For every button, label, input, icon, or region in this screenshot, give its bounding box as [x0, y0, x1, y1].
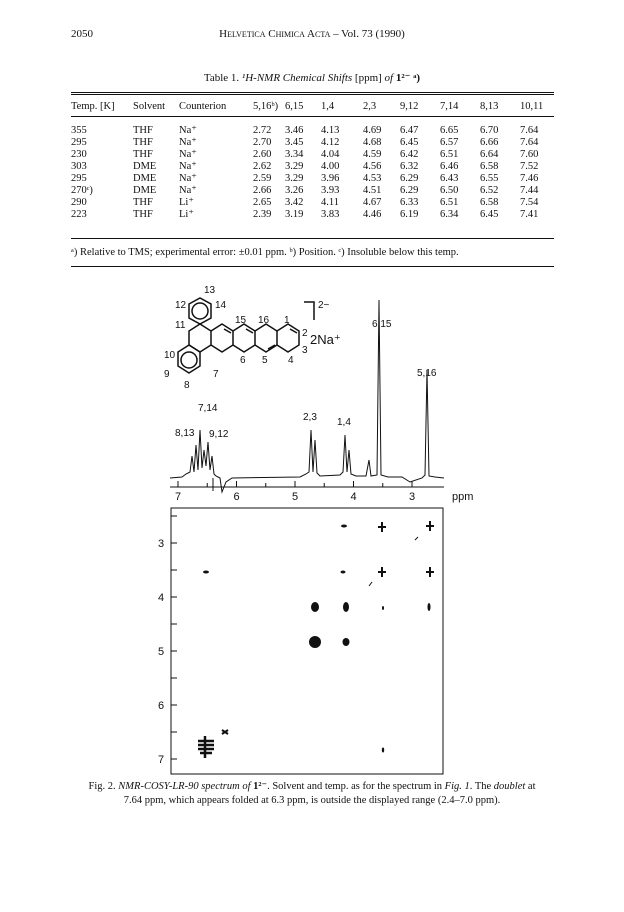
cross-peak [309, 636, 321, 648]
table-cell: 4.00 [321, 161, 340, 172]
y-axis-tick-label: 4 [158, 592, 165, 604]
table-cell: 6.51 [440, 149, 459, 160]
table-caption-unit: [ppm] [352, 72, 385, 84]
table-cell: 6.45 [400, 137, 419, 148]
column-header: 1,4 [321, 100, 335, 112]
journal-volume: – Vol. 73 (1990) [330, 28, 405, 40]
x-axis-tick-label: 6 [233, 491, 240, 503]
peak-label-9-12: 9,12 [209, 429, 229, 440]
table-caption-prefix: Table 1. [203, 72, 242, 84]
table-cell: Li⁺ [179, 209, 194, 220]
peak-label-8-13: 8,13 [175, 428, 195, 439]
table-cell: 3.42 [285, 197, 304, 208]
table-cell: 3.83 [321, 209, 340, 220]
table-cell: 4.13 [321, 125, 340, 136]
table-cell: THF [133, 137, 153, 148]
fig-caption-text-a: . Solvent and temp. as for the spectrum in [267, 781, 445, 792]
cross-peak [378, 522, 386, 532]
atom-label-8: 8 [184, 380, 190, 391]
journal-name: Helvetica Chimica Acta [219, 28, 331, 40]
table-cell: 3.93 [321, 185, 340, 196]
table-cell: 4.53 [363, 173, 382, 184]
cross-peak [198, 736, 214, 758]
table-row [71, 116, 554, 137]
cross-peak [426, 521, 434, 531]
table-caption-title: ¹H-NMR Chemical Shifts [241, 72, 353, 84]
table-cell: 2.65 [253, 197, 272, 208]
x-axis-tick-label: 4 [350, 491, 357, 503]
table-cell: 6.34 [440, 209, 459, 220]
table-cell: THF [133, 125, 153, 136]
column-header: 10,11 [520, 100, 544, 112]
molecule-atom-labels [164, 285, 341, 391]
table-cell: 270ᶜ) [71, 185, 93, 196]
table-cell: 2.59 [253, 173, 272, 184]
table-cell: 7.52 [520, 161, 539, 172]
cross-peak [415, 537, 418, 540]
table-cell: 4.59 [363, 149, 382, 160]
cross-peak [343, 602, 349, 612]
table-cell: DME [133, 185, 157, 196]
table-cell: 6.66 [480, 137, 499, 148]
y-axis [158, 516, 177, 766]
table-cell: 4.56 [363, 161, 382, 172]
table-cell: 4.68 [363, 137, 382, 148]
fig-caption-figref: Fig. 1 [444, 781, 470, 792]
x-axis [170, 481, 444, 503]
table-caption-of: of [384, 72, 396, 84]
cross-peak [341, 525, 347, 528]
footnote-rule [71, 266, 554, 267]
table-cell: 6.42 [400, 149, 419, 160]
table-cell: 3.26 [285, 185, 304, 196]
x-axis-tick-label: 5 [292, 491, 299, 503]
table-cell: 4.04 [321, 149, 340, 160]
table-cell: 4.11 [321, 197, 339, 208]
table-caption [0, 71, 624, 84]
table-body [71, 116, 554, 221]
table-cell: 6.58 [480, 197, 499, 208]
atom-label-15: 15 [235, 315, 247, 326]
fig-caption-of: of [239, 781, 254, 792]
table-cell: 6.65 [440, 125, 459, 136]
table-row [71, 161, 554, 173]
table-row [71, 197, 554, 209]
table-cell: THF [133, 149, 153, 160]
table-cell: 7.60 [520, 149, 539, 160]
table-cell: 290 [71, 197, 87, 208]
table-cell: 4.46 [363, 209, 382, 220]
cross-peak [343, 638, 350, 646]
column-header: 2,3 [363, 100, 377, 112]
table-top-rule [71, 92, 554, 93]
table-row [71, 209, 554, 221]
table-cell: 6.52 [480, 185, 499, 196]
table-cell: 355 [71, 125, 87, 136]
molecule-structure [178, 298, 314, 373]
charge-label: 2− [318, 300, 330, 311]
x-axis-tick-label: 3 [409, 491, 416, 503]
table-cell: 2.39 [253, 209, 272, 220]
peak-label-7-14: 7,14 [198, 403, 218, 414]
table-cell: 6.46 [440, 161, 459, 172]
x-axis-unit: ppm [452, 491, 474, 503]
table-cell: THF [133, 209, 153, 220]
table-cell: 7.64 [520, 137, 539, 148]
fig-caption-text-c: at 7.64 ppm, which appears folded at 6.3 ppm, is outside the displayed range (2.4–7.0 ppm). [123, 781, 536, 806]
x-axis-tick-label: 7 [175, 491, 182, 503]
atom-label-10: 10 [164, 350, 176, 361]
peak-label-6-15: 6,15 [372, 319, 392, 330]
table-cell: 295 [71, 137, 87, 148]
chemical-shift-table [71, 96, 554, 221]
table-cell: DME [133, 161, 157, 172]
fig-caption-compound: 1²⁻ [253, 781, 268, 792]
column-header: 8,13 [480, 100, 499, 112]
running-header [0, 28, 624, 40]
table-cell: Na⁺ [179, 161, 197, 172]
column-header: 5,16ᵇ) [253, 100, 279, 112]
atom-label-2: 2 [302, 328, 308, 339]
table-cell: 3.46 [285, 125, 304, 136]
table-cell: Na⁺ [179, 125, 197, 136]
y-axis-tick-label: 3 [158, 538, 165, 550]
table-cell: Li⁺ [179, 197, 194, 208]
table-cell: 4.12 [321, 137, 340, 148]
table-cell: 303 [71, 161, 87, 172]
table-cell: 2.60 [253, 149, 272, 160]
cross-peak [311, 602, 319, 612]
table-cell: 223 [71, 209, 87, 220]
table-cell: Na⁺ [179, 185, 197, 196]
table-caption-compound: 1²⁻ ᵃ) [395, 72, 421, 84]
table-cell: 3.45 [285, 137, 304, 148]
table-cell: 6.55 [480, 173, 499, 184]
peak-label-2-3: 2,3 [303, 412, 317, 423]
table-cell: 6.50 [440, 185, 459, 196]
table-bottom-rule [71, 238, 554, 239]
table-cell: 6.33 [400, 197, 419, 208]
table-header-row [71, 96, 554, 116]
cross-peak [203, 571, 209, 574]
table-cell: THF [133, 197, 153, 208]
table-cell: 6.19 [400, 209, 419, 220]
counterion-label: 2Na⁺ [310, 332, 341, 347]
table-cell: 6.47 [400, 125, 419, 136]
table-cell: 6.51 [440, 197, 459, 208]
y-axis-tick-label: 7 [158, 754, 165, 766]
atom-label-4: 4 [288, 355, 294, 366]
atom-label-7: 7 [213, 369, 219, 380]
atom-label-13: 13 [204, 285, 216, 296]
cosy-plot [171, 508, 443, 774]
y-axis-tick-label: 6 [158, 700, 165, 712]
table-cell: DME [133, 173, 157, 184]
table-cell: 4.69 [363, 125, 382, 136]
table-cell: 2.66 [253, 185, 272, 196]
cross-peak [382, 748, 384, 753]
fig-caption-doublet: doublet [493, 781, 526, 792]
table-cell: 3.29 [285, 161, 304, 172]
peak-label-5-16: 5,16 [417, 368, 437, 379]
column-header: Counterion [179, 100, 227, 112]
table-footnote: ᵃ) Relative to TMS; experimental error: ±0.01 ppm. ᵇ) Position. ᶜ) Insoluble below this temp. [71, 247, 459, 258]
fig-caption-prefix: Fig. 2. [88, 781, 119, 792]
fig-caption-title: NMR-COSY-LR-90 spectrum [118, 781, 240, 792]
table-cell: 6.57 [440, 137, 459, 148]
cross-peak [341, 571, 346, 574]
cosy-frame [171, 508, 443, 774]
atom-label-14: 14 [215, 300, 227, 311]
table-row [71, 173, 554, 185]
table-cell: 6.70 [480, 125, 499, 136]
table-cell: 2.62 [253, 161, 272, 172]
table-cell: 7.54 [520, 197, 539, 208]
atom-label-5: 5 [262, 355, 268, 366]
table-cell: 6.64 [480, 149, 499, 160]
table-cell: Na⁺ [179, 149, 197, 160]
y-axis-tick-label: 5 [158, 646, 165, 658]
table-cell: 6.58 [480, 161, 499, 172]
column-header: 9,12 [400, 100, 419, 112]
table-cell: 3.34 [285, 149, 304, 160]
table-cell: 6.29 [400, 185, 419, 196]
table-cell: 2.72 [253, 125, 272, 136]
cross-peak [222, 730, 228, 734]
cosy-figure [0, 280, 624, 780]
table-cell: 230 [71, 149, 87, 160]
table-row [71, 185, 554, 197]
table-cell: 295 [71, 173, 87, 184]
table-cell: 4.67 [363, 197, 382, 208]
fig-caption-text-b: . The [469, 781, 494, 792]
table-cell: 7.44 [520, 185, 539, 196]
table-cell: 3.29 [285, 173, 304, 184]
table-cell: 4.51 [363, 185, 382, 196]
atom-label-1: 1 [284, 315, 290, 326]
page-number: 2050 [71, 28, 93, 40]
column-header: Solvent [133, 100, 166, 112]
table-cell: Na⁺ [179, 137, 197, 148]
cross-peak [428, 603, 431, 611]
table-cell: 7.64 [520, 125, 539, 136]
table-top-rule-2 [71, 94, 554, 95]
cross-peak [426, 567, 434, 577]
table-cell: 6.32 [400, 161, 419, 172]
table-cell: 7.41 [520, 209, 539, 220]
figure-caption [82, 780, 542, 808]
column-header: Temp. [K] [71, 100, 115, 112]
table-cell: 3.19 [285, 209, 304, 220]
atom-label-16: 16 [258, 315, 270, 326]
atom-label-12: 12 [175, 300, 187, 311]
cross-peak [369, 582, 372, 586]
column-header: 7,14 [440, 100, 459, 112]
table-row [71, 137, 554, 149]
atom-label-11: 11 [175, 320, 186, 331]
table-cell: 2.70 [253, 137, 272, 148]
table-row [71, 149, 554, 161]
table-cell: Na⁺ [179, 173, 197, 184]
table-cell: 6.43 [440, 173, 459, 184]
peak-label-1-4: 1,4 [337, 417, 351, 428]
cross-peak [378, 567, 386, 577]
cross-peak [382, 606, 384, 610]
atom-label-9: 9 [164, 369, 170, 380]
table-cell: 7.46 [520, 173, 539, 184]
cosy-cross-peaks [198, 521, 434, 758]
table-cell: 6.45 [480, 209, 499, 220]
atom-label-3: 3 [302, 345, 308, 356]
table-cell: 6.29 [400, 173, 419, 184]
atom-label-6: 6 [240, 355, 246, 366]
column-header: 6,15 [285, 100, 304, 112]
table-cell: 3.96 [321, 173, 340, 184]
